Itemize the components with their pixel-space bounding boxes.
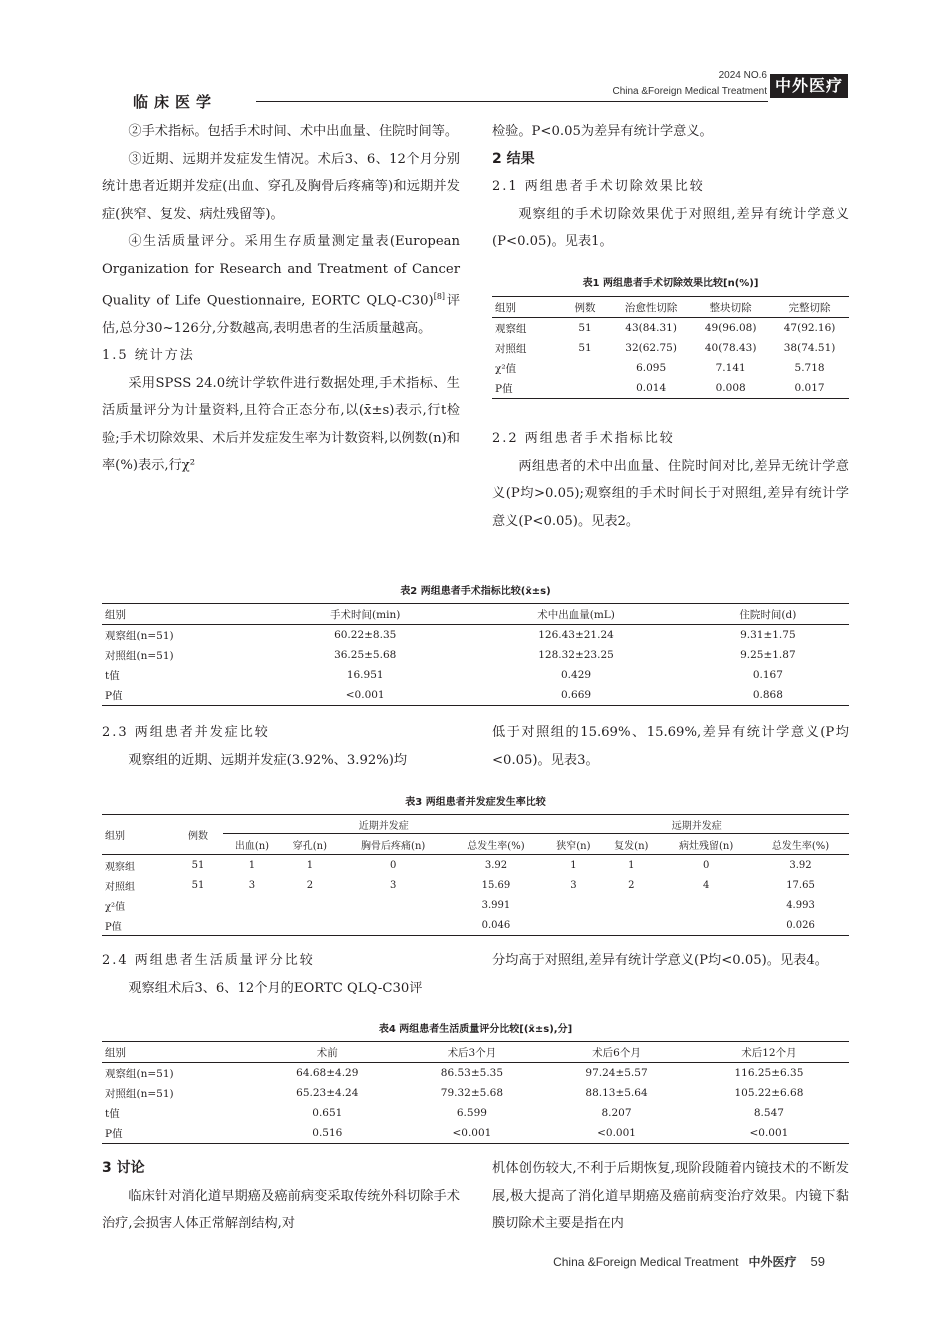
right-column-top xyxy=(492,118,849,256)
right-column-2-2 xyxy=(492,425,849,535)
table-row: 对照组 51 3 2 3 15.69 3 2 4 17.65 xyxy=(105,879,815,893)
table-header: 组别 xyxy=(102,1042,255,1063)
footer-journal-en: China &Foreign Medical Treatment xyxy=(553,1255,739,1269)
table-header: 住院时间(d) xyxy=(687,604,849,625)
paragraph: 观察组术后3、6、12个月的EORTC QLQ-C30评 xyxy=(128,980,423,996)
table2 xyxy=(102,603,849,706)
table-header: 例数 xyxy=(559,297,611,318)
table1 xyxy=(492,296,849,399)
table-header: 例数 xyxy=(173,815,223,855)
table-header: 术前 xyxy=(255,1042,400,1063)
right-column-3 xyxy=(492,1155,849,1238)
table-row: 对照组 51 32(62.75) 40(78.43) 38(74.51) xyxy=(495,342,836,355)
table-header: 组别 xyxy=(492,297,559,318)
header-rule xyxy=(256,101,768,102)
table-header: 穿孔(n) xyxy=(281,834,339,855)
paragraph: 检验。P<0.05为差异有统计学意义。 xyxy=(492,124,713,139)
table-header: 手术时间(min) xyxy=(265,604,465,625)
table-header: 术中出血量(mL) xyxy=(465,604,686,625)
left-column-3 xyxy=(102,1155,460,1238)
table-row: t值 16.951 0.429 0.167 xyxy=(105,669,783,682)
table-group-header: 远期并发症 xyxy=(544,815,849,834)
table-header: 组别 xyxy=(102,815,173,855)
right-column-2-3 xyxy=(492,719,849,774)
paragraph: 机体创伤较大,不利于后期恢复,现阶段随着内镜技术的不断发展,极大提高了消化道早期癌及癌前病变治疗效果。内镜下黏膜切除术主要是指在内 xyxy=(492,1161,849,1231)
table-row: 观察组(n=51) 64.68±4.29 86.53±5.35 97.24±5.57 116.25±6.35 xyxy=(105,1067,804,1080)
table-row: χ²值 3.991 4.993 xyxy=(105,899,815,913)
table-row: χ²值 6.095 7.141 5.718 xyxy=(495,362,825,375)
citation: [8] xyxy=(433,292,446,301)
table-header: 完整切除 xyxy=(770,297,849,318)
section-heading-2-1: 2.1 两组患者手术切除效果比较 xyxy=(492,179,705,194)
left-column-2-3 xyxy=(102,719,460,774)
table-row: 对照组(n=51) 65.23±4.24 79.32±5.68 88.13±5.64 105.22±6.68 xyxy=(105,1087,804,1100)
table-row: P值 <0.001 0.669 0.868 xyxy=(102,685,849,706)
table4-caption: 表4 两组患者生活质量评分比较[(x̄±s),分] xyxy=(378,1024,573,1035)
left-column-top xyxy=(102,118,460,480)
table1-caption: 表1 两组患者手术切除效果比较[n(%)] xyxy=(582,278,759,289)
table-header: 复发(n) xyxy=(602,834,660,855)
section-title: 临床医学 xyxy=(133,93,218,111)
table-header: 整块切除 xyxy=(691,297,770,318)
table-row: 观察组 51 1 1 0 3.92 1 1 0 3.92 xyxy=(105,859,812,873)
right-column-2-4 xyxy=(492,947,849,975)
paragraph: 采用SPSS 24.0统计学软件进行数据处理,手术指标、生活质量评分为计量资料,且符合正态分布,以(x̄±s)表示,行t检验;手术切除效果、术后并发症发生率为计数资料,以例数(n)和率(%)表示,行χ² xyxy=(102,375,460,474)
page-number: 59 xyxy=(810,1254,825,1269)
table-group-header: 近期并发症 xyxy=(223,815,544,834)
paragraph: 观察组的近期、远期并发症(3.92%、3.92%)均 xyxy=(128,752,408,768)
section-heading-2-2: 2.2 两组患者手术指标比较 xyxy=(492,431,675,446)
table-header: 狭窄(n) xyxy=(544,834,602,855)
table-header: 总发生率(%) xyxy=(752,834,849,855)
table-header: 术后3个月 xyxy=(400,1042,545,1063)
table-header: 胸骨后疼痛(n) xyxy=(339,834,448,855)
section-heading-2: 2 结果 xyxy=(492,150,535,167)
paragraph: ③近期、远期并发症发生情况。术后3、6、12个月分别统计患者近期并发症(出血、穿孔及胸骨后疼痛等)和远期并发症(狭窄、复发、病灶残留等)。 xyxy=(102,151,460,222)
journal-logo: 中外医疗 xyxy=(770,74,848,98)
paragraph: ②手术指标。包括手术时间、术中出血量、住院时间等。 xyxy=(128,124,459,139)
paragraph: ④生活质量评分。采用生存质量测定量表(European Organization for Research and Treatment of Cancer Quality of Life Questionnaire, EORTC QLQ-C30)[8]评估,总分30~126分,分数越高,表明患者的生活质量越高。 xyxy=(102,234,461,336)
table-header: 病灶残留(n) xyxy=(660,834,752,855)
table-row: 对照组(n=51) 36.25±5.68 128.32±23.25 9.25±1.87 xyxy=(105,649,796,662)
table4 xyxy=(102,1041,849,1144)
left-column-2-4 xyxy=(102,947,460,1002)
table2-caption: 表2 两组患者手术指标比较(x̄±s) xyxy=(400,586,551,597)
journal-name-en: China &Foreign Medical Treatment xyxy=(612,86,767,97)
table-row: P值 0.516 <0.001 <0.001 <0.001 xyxy=(102,1123,849,1144)
table-header: 术后6个月 xyxy=(544,1042,689,1063)
table3 xyxy=(102,814,849,936)
issue-number: 2024 NO.6 xyxy=(718,70,767,81)
footer xyxy=(553,1253,825,1270)
table-header: 治愈性切除 xyxy=(611,297,691,318)
table-row: t值 0.651 6.599 8.207 8.547 xyxy=(105,1107,784,1120)
table-row: 观察组 51 43(84.31) 49(96.08) 47(92.16) xyxy=(495,322,836,335)
table3-caption: 表3 两组患者并发症发生率比较 xyxy=(405,797,546,808)
table-header: 总发生率(%) xyxy=(448,834,545,855)
section-heading-1-5: 1.5 统计方法 xyxy=(102,348,195,364)
paragraph: 观察组的手术切除效果优于对照组,差异有统计学意义(P<0.05)。见表1。 xyxy=(492,206,849,249)
table-row: 观察组(n=51) 60.22±8.35 126.43±21.24 9.31±1.75 xyxy=(105,629,796,642)
paragraph: 临床针对消化道早期癌及癌前病变采取传统外科切除手术治疗,会损害人体正常解剖结构,对 xyxy=(102,1188,460,1231)
section-heading-2-4: 2.4 两组患者生活质量评分比较 xyxy=(102,953,315,968)
paragraph: 两组患者的术中出血量、住院时间对比,差异无统计学意义(P均>0.05);观察组的手术时间长于对照组,差异有统计学意义(P<0.05)。见表2。 xyxy=(492,458,849,529)
paragraph: 低于对照组的15.69%、15.69%,差异有统计学意义(P均<0.05)。见表3。 xyxy=(492,725,849,768)
footer-journal-cn: 中外医疗 xyxy=(748,1255,797,1269)
table-row: P值 0.014 0.008 0.017 xyxy=(492,378,849,399)
table-header: 术后12个月 xyxy=(689,1042,849,1063)
section-heading-3: 3 讨论 xyxy=(102,1160,145,1176)
paragraph: 分均高于对照组,差异有统计学意义(P均<0.05)。见表4。 xyxy=(492,953,828,968)
table-header: 出血(n) xyxy=(223,834,281,855)
table-row: P值 0.046 0.026 xyxy=(102,915,849,936)
section-heading-2-3: 2.3 两组患者并发症比较 xyxy=(102,725,270,740)
table-header: 组别 xyxy=(102,604,265,625)
